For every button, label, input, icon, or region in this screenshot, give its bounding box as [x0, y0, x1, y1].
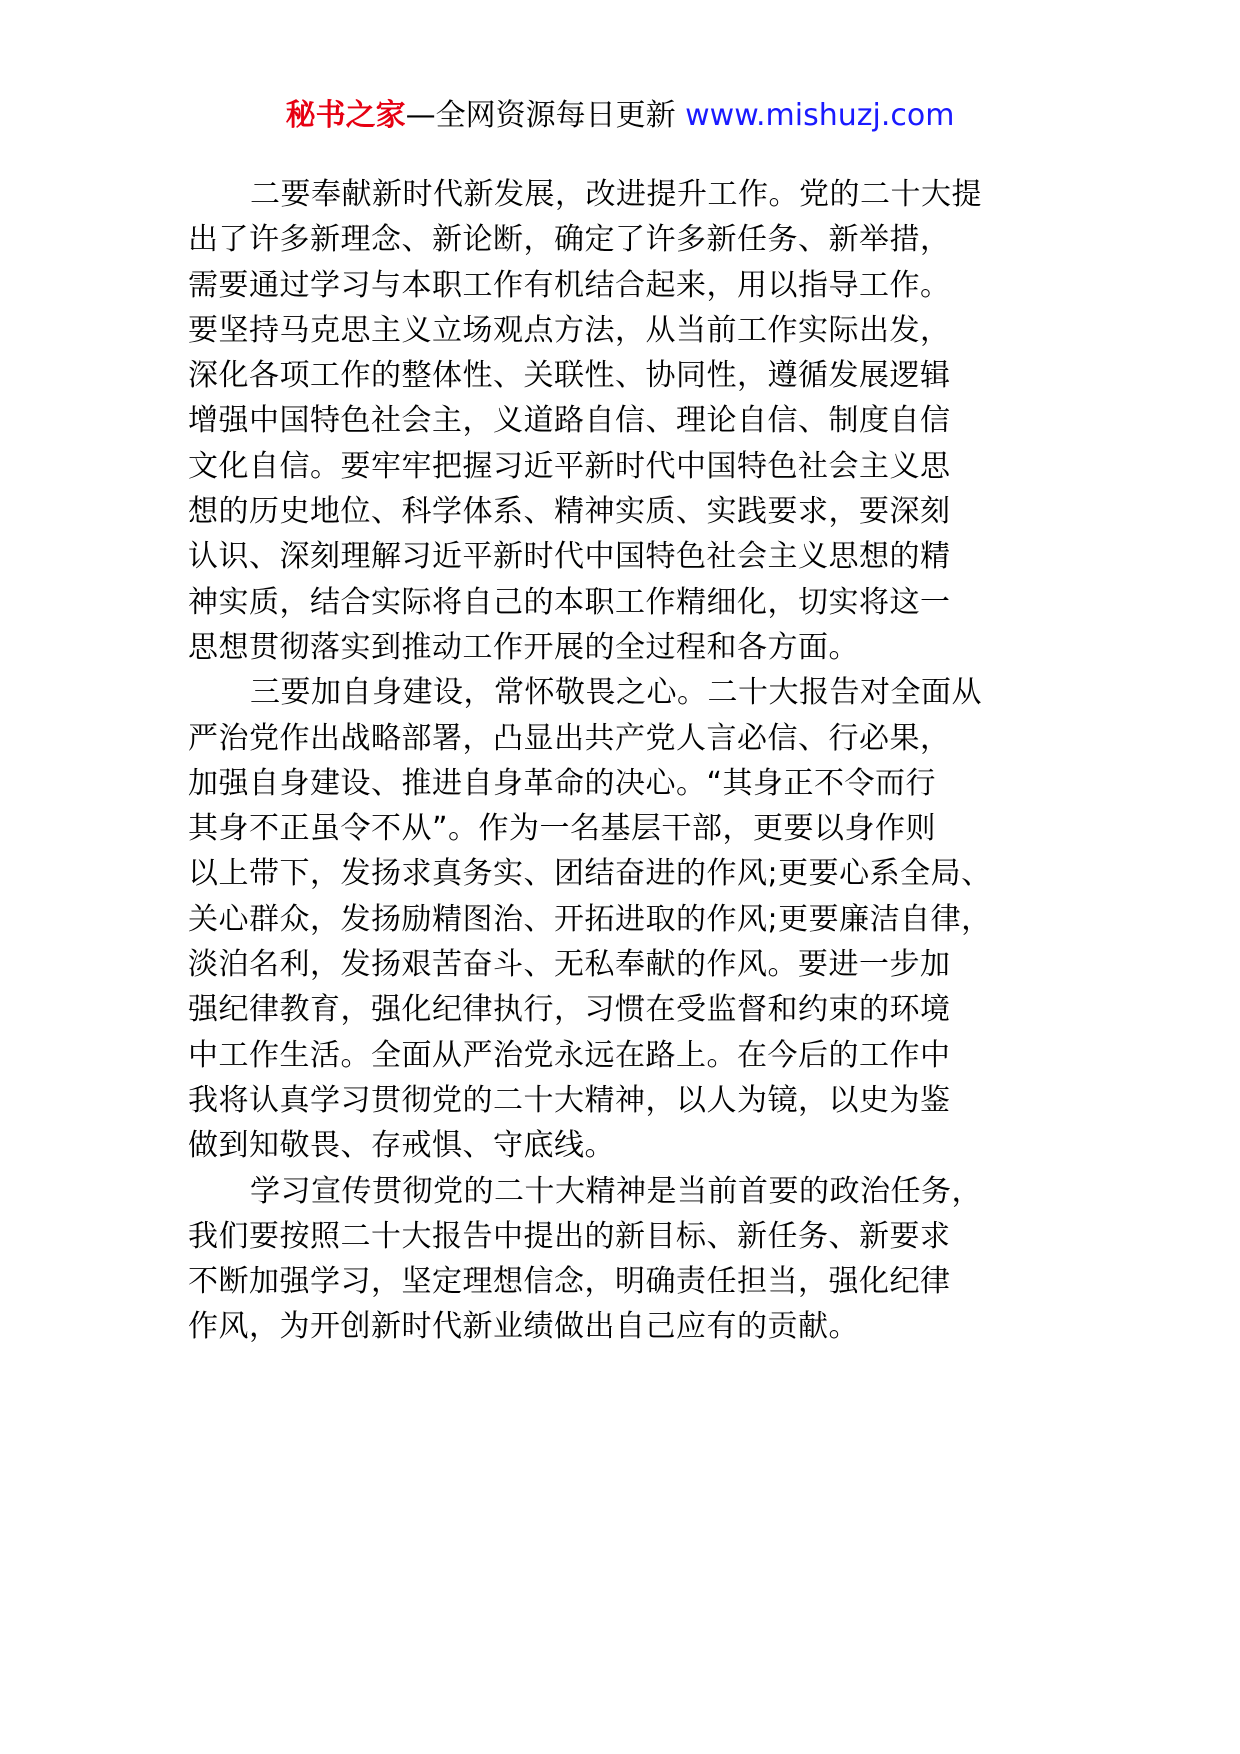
text-line: 其身不正虽令不从”。作为一名基层干部，更要以身作则: [188, 811, 937, 847]
paragraph-3: [188, 1169, 1088, 1350]
paragraph-1: [188, 172, 1088, 670]
text-line: 淡泊名利，发扬艰苦奋斗、无私奉献的作风。要进一步加: [188, 947, 951, 983]
text-line: 严治党作出战略部署，凸显出共产党人言必信、行必果，: [188, 720, 951, 756]
text-line: 需要通过学习与本职工作有机结合起来，用以指导工作。: [188, 267, 951, 303]
paragraph-2: [188, 670, 1088, 1168]
text-line: 想的历史地位、科学体系、精神实质、实践要求，要深刻: [188, 494, 951, 530]
text-line: 思想贯彻落实到推动工作开展的全过程和各方面。: [188, 629, 859, 665]
document-body: [188, 172, 1088, 1350]
text-line: 做到知敬畏、存戒惧、守底线。: [188, 1128, 615, 1164]
text-line: 神实质，结合实际将自己的本职工作精细化，切实将这一: [188, 584, 951, 620]
text-line: 以上带下，发扬求真务实、团结奋进的作风;更要心系全局、: [188, 856, 992, 892]
brand-name: 秘书之家: [285, 98, 406, 133]
text-line: 强纪律教育，强化纪律执行，习惯在受监督和约束的环境: [188, 992, 951, 1028]
text-line: 深化各项工作的整体性、关联性、协同性，遵循发展逻辑: [188, 358, 951, 394]
text-line: 文化自信。要牢牢把握习近平新时代中国特色社会主义思: [188, 448, 951, 484]
text-line: 认识、深刻理解习近平新时代中国特色社会主义思想的精: [188, 539, 951, 575]
header-tagline: —全网资源每日更新: [405, 98, 676, 133]
site-header: [0, 96, 1240, 136]
text-line: 关心群众，发扬励精图治、开拓进取的作风;更要廉洁自律，: [188, 901, 992, 937]
text-line: 我将认真学习贯彻党的二十大精神，以人为镜，以史为鉴: [188, 1082, 951, 1118]
text-line: 加强自身建设、推进自身革命的决心。“其身正不令而行: [188, 765, 937, 801]
text-line: 二要奉献新时代新发展，改进提升工作。党的二十大提: [250, 177, 982, 212]
text-line: 要坚持马克思主义立场观点方法，从当前工作实际出发，: [188, 312, 951, 348]
text-line: 我们要按照二十大报告中提出的新目标、新任务、新要求: [188, 1218, 951, 1254]
text-line: 增强中国特色社会主，义道路自信、理论自信、制度自信: [188, 403, 951, 439]
text-line: 不断加强学习，坚定理想信念，明确责任担当，强化纪律: [188, 1264, 951, 1300]
text-line: 出了许多新理念、新论断，确定了许多新任务、新举措，: [188, 222, 951, 258]
text-line: 中工作生活。全面从严治党永远在路上。在今后的工作中: [188, 1037, 951, 1073]
text-line: 作风，为开创新时代新业绩做出自己应有的贡献。: [188, 1309, 859, 1345]
site-url-link[interactable]: www.mishuzj.com: [685, 98, 955, 133]
text-line: 三要加自身建设，常怀敬畏之心。二十大报告对全面从: [250, 675, 982, 711]
text-line: 学习宣传贯彻党的二十大精神是当前首要的政治任务，: [250, 1173, 982, 1209]
